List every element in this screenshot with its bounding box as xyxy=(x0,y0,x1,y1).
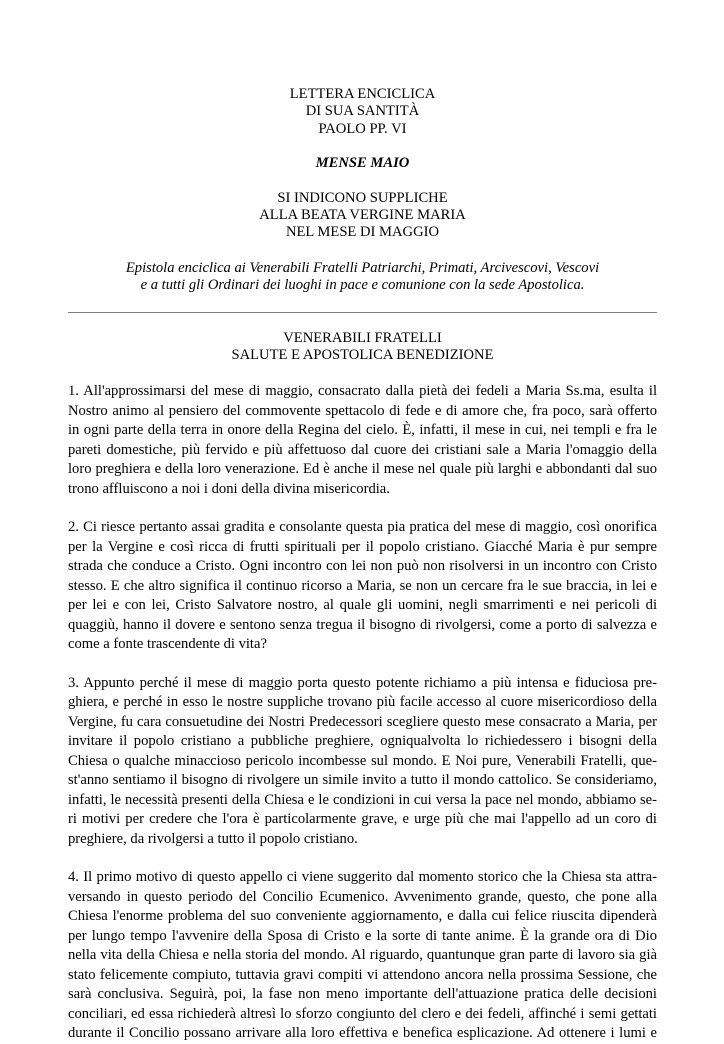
paragraph-line: per lungo tempo l'avvenire della Sposa di Cristo e la sorte di tante anime. È la grande ora di Dio xyxy=(68,927,657,944)
paragraph-line: ri motivi per credere che l'ora è particolarmente grave, e urge più che mai l'appello ad un coro di xyxy=(68,811,657,828)
paragraph-line: Nostro animo al pensiero del commovente spettacolo di fede e di amore che, fra poco, sarà offerto xyxy=(68,402,657,419)
divider-rule xyxy=(68,312,657,313)
paragraph-line: versando in questo periodo del Concilio Ecumenico. Avvenimento grande, questo, che pone alla xyxy=(68,888,657,905)
paragraph-1 xyxy=(68,382,657,499)
paragraph-2 xyxy=(68,518,657,655)
paragraph-line: in ogni parte della terra in onore della Regina del cielo. È, infatti, il mese in cui, nei templi e fra le xyxy=(68,422,657,439)
paragraph-line: nella vita della Chiesa e nella storia del mondo. Al riguardo, quantunque gran parte di lavoro sia già xyxy=(68,947,657,964)
subtitle-line-3: NEL MESE DI MAGGIO xyxy=(285,224,440,241)
paragraph-line: stesso. E che altro significa il continuo ricorso a Maria, se non un cercare fra le sue braccia, in lei e xyxy=(68,577,657,594)
subtitle-line-1: SI INDICONO SUPPLICHE xyxy=(277,189,448,206)
document-subtitle xyxy=(68,190,657,242)
paragraph-line: come a fonte trascendente di vita? xyxy=(68,636,267,653)
address-block xyxy=(68,260,657,295)
paragraph-line: Vergine, fu cara consuetudine dei Nostri Predecessori scegliere questo mese consacrato a Maria, per xyxy=(68,713,657,730)
paragraph-line: loro preghiera e della loro venerazione. Ed è anche il mese nel quale più larghi e abbondanti dal suo xyxy=(68,461,657,478)
paragraph-line: durante il Concilio possano arrivare alla loro effettiva e benefica esplicazione. Ad ottenere i lumi e xyxy=(68,1025,657,1042)
paragraph-line: per la Vergine e così ricca di frutti spirituali per il popolo cristiano. Giacché Maria è pur sempre xyxy=(68,538,657,555)
document-page xyxy=(68,86,657,1044)
salutation xyxy=(68,330,657,365)
paragraph-line: sarà conclusiva. Seguirà, poi, la fase non meno importante dell'attuazione pratica delle decisioni xyxy=(68,986,657,1003)
paragraph-line: 2. Ci riesce pertanto assai gradita e consolante questa pia pratica del mese di maggio, così onorifica xyxy=(68,519,657,536)
paragraph-line: per lei e con lei, Cristo Salvatore nostro, al quale gli uomini, negli smarrimenti e nei pericoli di xyxy=(68,597,657,614)
paragraph-line: strada che conduce a Cristo. Ogni incontro con lei non può non risolversi in un incontro con Cristo xyxy=(68,558,657,575)
body-text xyxy=(68,382,657,1044)
heading-line-1: LETTERA ENCICLICA xyxy=(289,86,436,102)
encyclical-heading xyxy=(68,86,657,138)
paragraph-line: Chiesa o qualche minaccioso pericolo incombesse sul mondo. E Noi pure, Venerabili Fratelli, que- xyxy=(68,752,657,769)
paragraph-line: 1. All'approssimarsi del mese di maggio, consacrato dalla pietà dei fedeli a Maria Ss.ma, esulta il xyxy=(68,383,657,400)
heading-line-3: PAOLO PP. VI xyxy=(318,120,407,137)
paragraph-line: stato felicemente compiuto, tuttavia gravi compiti vi attendono ancora nella prossima Sessione, che xyxy=(68,966,657,983)
paragraph-line: ghiera, e perché in esso le nostre suppliche trovano più facile accesso al cuore misericordioso della xyxy=(68,694,657,711)
paragraph-line: quaggiù, hanno il dovere e sentono senza tregua il bisogno di rivolgersi, come a porto di salvezza e xyxy=(68,616,657,633)
heading-line-2: DI SUA SANTITÀ xyxy=(305,103,420,120)
address-line-2: e a tutti gli Ordinari dei luoghi in pace e comunione con la sede Apostolica. xyxy=(140,277,585,294)
paragraph-line: invitare il popolo cristiano a pubbliche preghiere, ogniqualvolta lo richiedessero i bisogni della xyxy=(68,733,657,750)
paragraph-line: pareti domestiche, più fervido e più affettuoso dal cuore dei cristiani sale a Maria l'omaggio della xyxy=(68,441,657,458)
paragraph-line: conciliari, ed essa richiederà altresì lo sforzo congiunto del clero e dei fedeli, affinché i semi gettati xyxy=(68,1005,657,1022)
paragraph-line: preghiere, da rivolgersi a tutto il popolo cristiano. xyxy=(68,830,358,847)
document-title: MENSE MAIO xyxy=(315,155,410,172)
paragraph-line: infatti, le necessità presenti della Chiesa e le condizioni in cui versa la pace nel mondo, abbiamo se- xyxy=(68,791,657,808)
address-line-1: Epistola enciclica ai Venerabili Fratelli Patriarchi, Primati, Arcivescovi, Vescovi xyxy=(125,259,600,276)
paragraph-line: 3. Appunto perché il mese di maggio porta questo potente richiamo a più intensa e fiduciosa pre- xyxy=(68,674,657,691)
paragraph-line: st'anno sentiamo il bisogno di rivolgere un simile invito a tutto il mondo cattolico. Se consideriamo, xyxy=(68,772,657,789)
subtitle-line-2: ALLA BEATA VERGINE MARIA xyxy=(259,207,466,224)
paragraph-line: 4. Il primo motivo di questo appello ci viene suggerito dal momento storico che la Chiesa sta attra- xyxy=(68,869,657,886)
paragraph-4 xyxy=(68,868,657,1044)
salutation-line-1: VENERABILI FRATELLI xyxy=(283,329,442,346)
paragraph-3 xyxy=(68,674,657,850)
salutation-line-2: SALUTE E APOSTOLICA BENEDIZIONE xyxy=(231,347,494,364)
paragraph-line: trono affluiscono a noi i doni della divina misericordia. xyxy=(68,480,390,497)
paragraph-line: Chiesa l'enorme problema del suo conveniente aggiornamento, e dalla cui felice riuscita dipenderà xyxy=(68,908,657,925)
